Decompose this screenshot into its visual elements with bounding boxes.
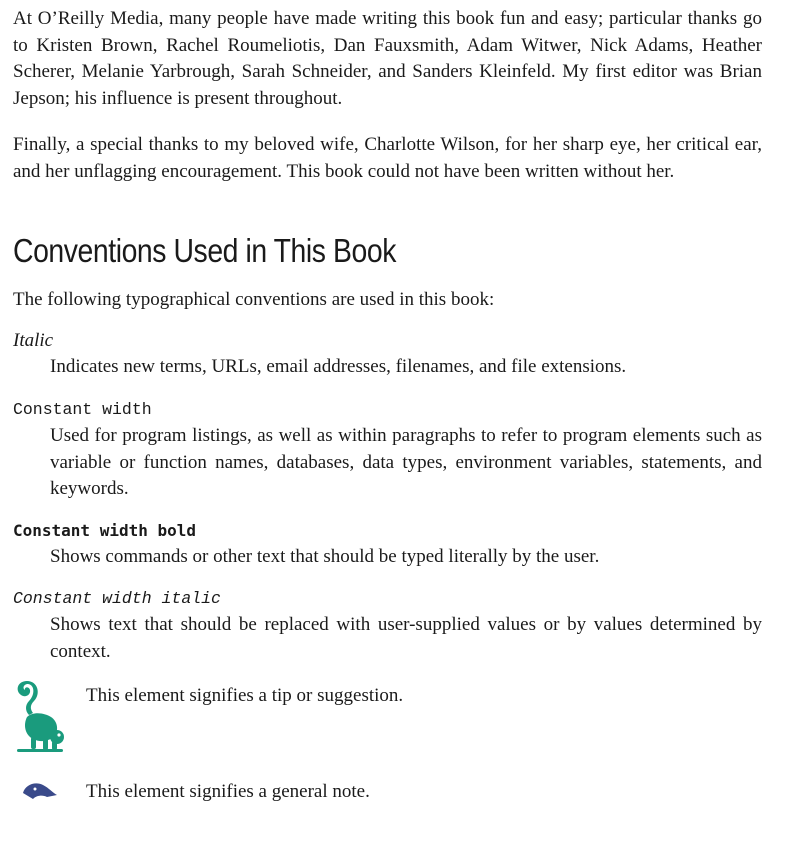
definition-italic: Indicates new terms, URLs, email addresses, filenames, and file extensions.: [50, 356, 627, 377]
tip-admonition: [13, 683, 762, 763]
lemur-tip-icon: [13, 675, 65, 755]
definition-constant-width-italic: Shows text that should be replaced with user-supplied values or by values determined by context.: [50, 614, 762, 662]
tip-text: This element signifies a tip or suggestion.: [86, 685, 404, 706]
term-constant-width: Constant width: [13, 400, 152, 419]
note-admonition: [13, 779, 762, 859]
crow-note-icon: [13, 779, 65, 859]
term-constant-width-bold: Constant width bold: [13, 521, 197, 540]
term-italic: Italic: [13, 330, 54, 351]
term-constant-width-italic: Constant width italic: [13, 589, 221, 608]
acknowledgments-paragraph-1: At O’Reilly Media, many people have made writing this book fun and easy; particular thanks go to Kristen Brown, Rachel Roumeliotis, Dan Fauxsmith, Adam Witwer, Nick Adams, Heather Scherer, Melanie Yarbrough, Sarah Schneider, and Sanders Kleinfeld. My first editor was Brian Jepson; his influence is present throughout.: [13, 8, 762, 109]
definition-constant-width: Used for program listings, as well as within paragraphs to refer to program elements such as variable or function names, databases, data types, environment variables, statements, and keywords.: [50, 425, 762, 499]
acknowledgments-paragraph-2: Finally, a special thanks to my beloved wife, Charlotte Wilson, for her sharp eye, her critical ear, and her unflagging encouragement. This book could not have been written without her.: [13, 134, 762, 182]
definition-constant-width-bold: Shows commands or other text that should be typed literally by the user.: [50, 546, 600, 567]
note-text: This element signifies a general note.: [86, 781, 370, 802]
conventions-intro: The following typographical conventions are used in this book:: [13, 289, 495, 310]
section-heading: Conventions Used in This Book: [13, 232, 396, 269]
